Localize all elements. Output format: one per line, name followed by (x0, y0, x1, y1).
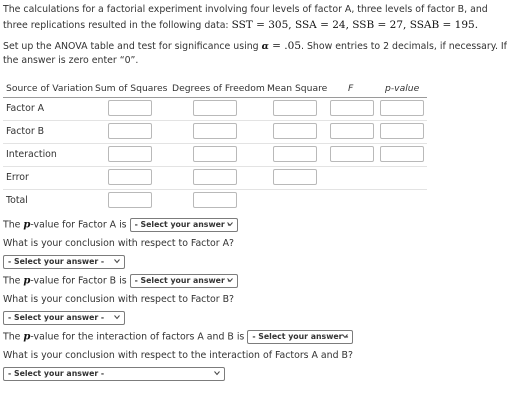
chevron-down-icon (342, 333, 348, 339)
header-p-value: p-value (385, 83, 420, 94)
factor-a-f-input[interactable] (330, 100, 374, 116)
factor-b-mean-square-input[interactable] (273, 123, 317, 139)
row-label-factor-b: Factor B (6, 126, 45, 137)
factor-b-f-input[interactable] (330, 123, 374, 139)
factor-b-degrees-of-freedom-input[interactable] (193, 123, 237, 139)
chevron-down-icon (227, 277, 233, 283)
header-f: F (348, 83, 354, 94)
question-p-value-interaction (3, 330, 353, 345)
select-placeholder: - Select your answer - (8, 369, 105, 378)
row-divider (3, 120, 427, 121)
interaction-degrees-of-freedom-input[interactable] (193, 146, 237, 162)
chevron-down-icon (114, 258, 120, 264)
select-placeholder: - Select your answer - (8, 257, 105, 266)
error-mean-square-input[interactable] (273, 169, 317, 185)
row-label-total: Total (6, 195, 28, 206)
interaction-p-value-input[interactable] (380, 146, 424, 162)
row-divider (3, 143, 427, 144)
factor-a-sum-of-squares-input[interactable] (108, 100, 152, 116)
interaction-sum-of-squares-input[interactable] (108, 146, 152, 162)
factor-b-sum-of-squares-input[interactable] (108, 123, 152, 139)
problem-statement-line-2 (3, 17, 479, 34)
error-degrees-of-freedom-input[interactable] (193, 169, 237, 185)
p-symbol: p (23, 275, 31, 287)
question-text: The (3, 331, 24, 343)
interaction-p-value-select[interactable] (247, 330, 353, 344)
select-placeholder: - Select your answer - (134, 276, 231, 285)
p-symbol: p (23, 219, 31, 231)
question-text: -value for Factor A is (30, 219, 127, 231)
error-sum-of-squares-input[interactable] (108, 169, 152, 185)
chevron-down-icon (214, 370, 220, 376)
row-divider (3, 166, 427, 167)
select-placeholder: - Select your answer - (134, 220, 231, 229)
header-mean-square: Mean Square (267, 83, 328, 94)
factor-a-p-value-select[interactable] (130, 218, 238, 232)
row-label-interaction: Interaction (6, 149, 57, 160)
interaction-conclusion-select[interactable] (3, 367, 225, 381)
factor-b-p-value-select[interactable] (130, 274, 238, 288)
question-text: The (3, 219, 24, 231)
header-divider (3, 97, 427, 98)
alpha-value: = .05 (268, 40, 301, 52)
header-degrees-of-freedom: Degrees of Freedom (172, 83, 265, 94)
factor-b-conclusion-select[interactable] (3, 311, 125, 325)
select-placeholder: - Select your answer - (252, 332, 349, 341)
alpha-symbol: α (261, 41, 269, 52)
header-source-of-variation: Source of Variation (6, 83, 94, 94)
factor-a-conclusion-select[interactable] (3, 255, 125, 269)
question-text: -value for Factor B is (30, 275, 127, 287)
sum-of-squares-values: SST = 305, SSA = 24, SSB = 27, SSAB = 195. (231, 19, 479, 31)
chevron-down-icon (114, 314, 120, 320)
problem-statement-line-1: The calculations for a factorial experiment involving four levels of factor A, three levels of factor B, and (3, 4, 488, 15)
chevron-down-icon (227, 221, 233, 227)
p-symbol: p (23, 331, 31, 343)
question-p-value-factor-b (3, 274, 238, 289)
interaction-mean-square-input[interactable] (273, 146, 317, 162)
question-conclusion-interaction: What is your conclusion with respect to the interaction of Factors A and B? (3, 350, 353, 361)
instructions-prefix: Set up the ANOVA table and test for significance using (3, 41, 262, 52)
interaction-f-input[interactable] (330, 146, 374, 162)
question-text: -value for the interaction of factors A and B is (30, 331, 245, 343)
total-degrees-of-freedom-input[interactable] (193, 192, 237, 208)
factor-a-mean-square-input[interactable] (273, 100, 317, 116)
question-conclusion-factor-a: What is your conclusion with respect to Factor A? (3, 238, 234, 249)
total-sum-of-squares-input[interactable] (108, 192, 152, 208)
header-sum-of-squares: Sum of Squares (95, 83, 168, 94)
row-divider (3, 189, 427, 190)
factor-a-p-value-input[interactable] (380, 100, 424, 116)
select-placeholder: - Select your answer - (8, 313, 105, 322)
instructions-line-2: the answer is zero enter “0”. (3, 55, 139, 66)
row-label-error: Error (6, 172, 29, 183)
instructions-suffix: . Show entries to 2 decimals, if necessary. If (301, 41, 507, 52)
data-intro-text: three replications resulted in the following data: (3, 20, 232, 31)
factor-b-p-value-input[interactable] (380, 123, 424, 139)
question-conclusion-factor-b: What is your conclusion with respect to Factor B? (3, 294, 234, 305)
question-p-value-factor-a (3, 218, 238, 233)
row-label-factor-a: Factor A (6, 103, 45, 114)
question-text: The (3, 275, 24, 287)
factor-a-degrees-of-freedom-input[interactable] (193, 100, 237, 116)
